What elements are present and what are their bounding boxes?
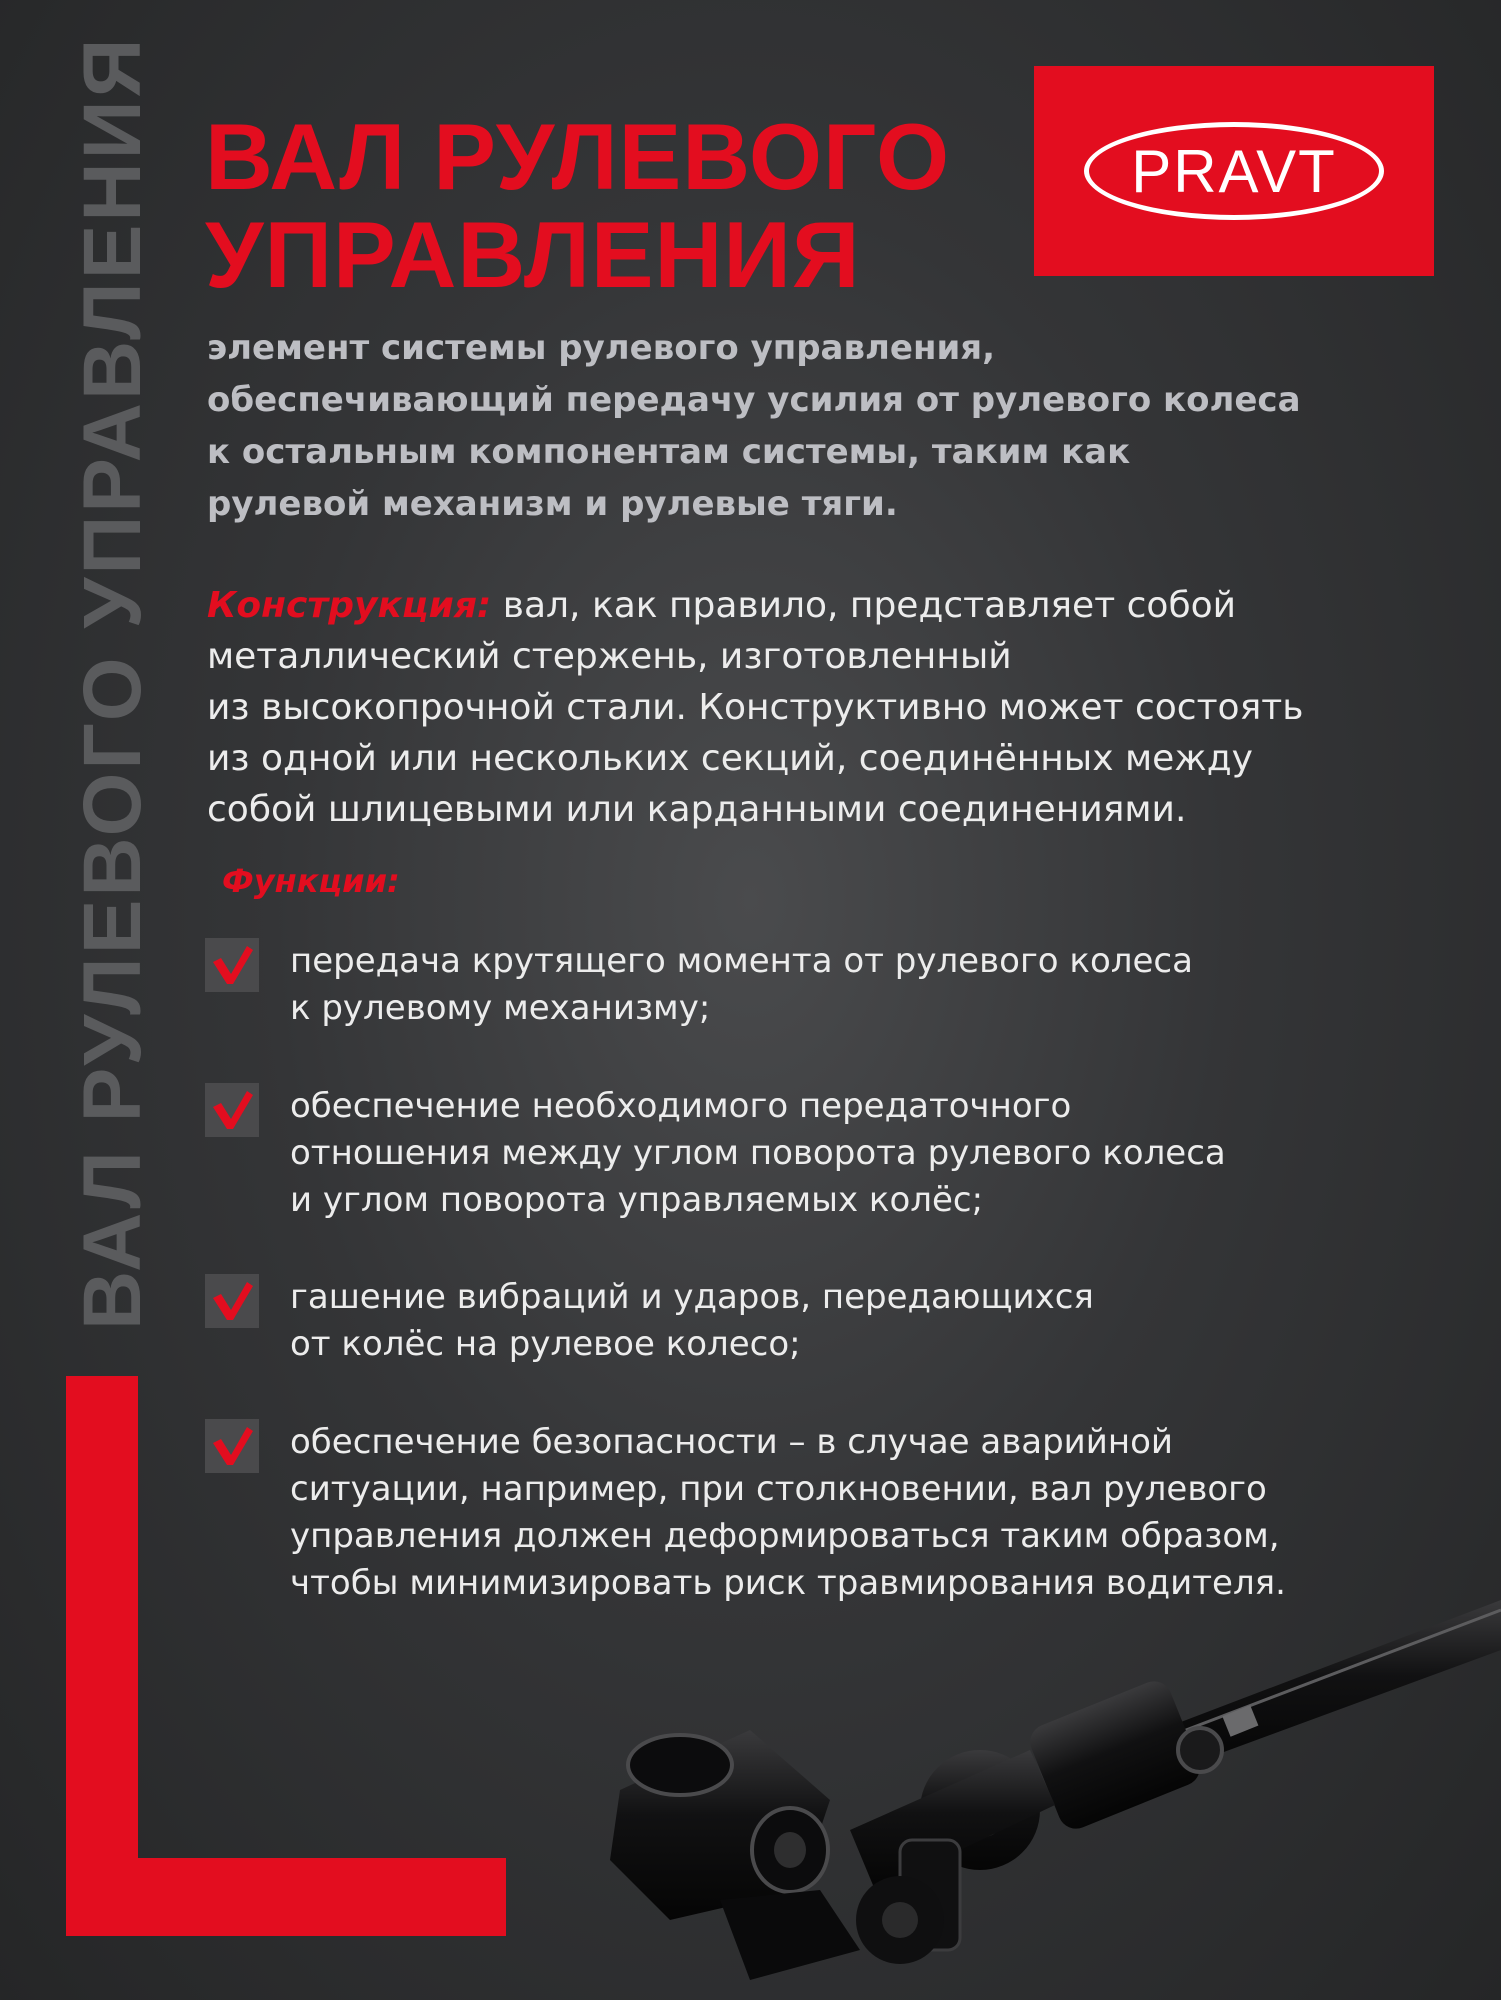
title-line-2: УПРАВЛЕНИЯ [205,202,861,307]
title-line-1: ВАЛ РУЛЕВОГО [205,104,951,209]
function-line: ситуации, например, при столкновении, вал рулевого [290,1469,1267,1509]
intro-line: к остальным компонентам системы, таким как [207,432,1131,472]
function-text [290,1274,1450,1368]
red-corner-bar-vertical [66,1376,138,1936]
construction-first-line: вал, как правило, представляет собой [491,585,1237,626]
checkmark-icon [205,1274,259,1328]
intro-paragraph [207,322,1427,530]
logo-oval [1084,122,1384,220]
function-line: передача крутящего момента от рулевого колеса [290,941,1193,981]
intro-line: элемент системы рулевого управления, [207,328,996,368]
function-line: управления должен деформироваться таким образом, [290,1516,1280,1556]
checkmark-icon [205,1419,259,1473]
logo-text: PRAVT [1131,137,1337,205]
function-line: обеспечение необходимого передаточного [290,1086,1072,1126]
function-line: и углом поворота управляемых колёс; [290,1180,984,1220]
construction-line: из одной или нескольких секций, соединённых между [207,738,1253,779]
steering-shaft-image [600,1560,1501,2000]
red-corner-bar-horizontal [66,1858,506,1936]
function-text [290,938,1450,1032]
construction-label: Конструкция: [207,585,492,626]
function-text [290,1083,1450,1224]
checkmark-icon [205,1083,259,1137]
intro-line: обеспечивающий передачу усилия от рулевого колеса [207,380,1301,420]
function-line: отношения между углом поворота рулевого колеса [290,1133,1226,1173]
construction-line: металлический стержень, изготовленный [207,636,1012,677]
function-line: чтобы минимизировать риск травмирования водителя. [290,1563,1286,1603]
construction-paragraph [207,580,1437,835]
construction-line: собой шлицевыми или карданными соединениями. [207,789,1187,830]
functions-label: Функции: [222,862,400,900]
function-line: обеспечение безопасности – в случае аварийной [290,1422,1174,1462]
checkmark-icon [205,938,259,992]
brand-logo [1034,66,1434,276]
function-line: гашение вибраций и ударов, передающихся [290,1277,1094,1317]
intro-line: рулевой механизм и рулевые тяги. [207,484,898,524]
construction-line: из высокопрочной стали. Конструктивно может состоять [207,687,1304,728]
function-line: к рулевому механизму; [290,988,711,1028]
side-vertical-title: ВАЛ РУЛЕВОГО УПРАВЛЕНИЯ [67,35,158,1330]
page-title [205,104,951,307]
function-line: от колёс на рулевое колесо; [290,1324,801,1364]
